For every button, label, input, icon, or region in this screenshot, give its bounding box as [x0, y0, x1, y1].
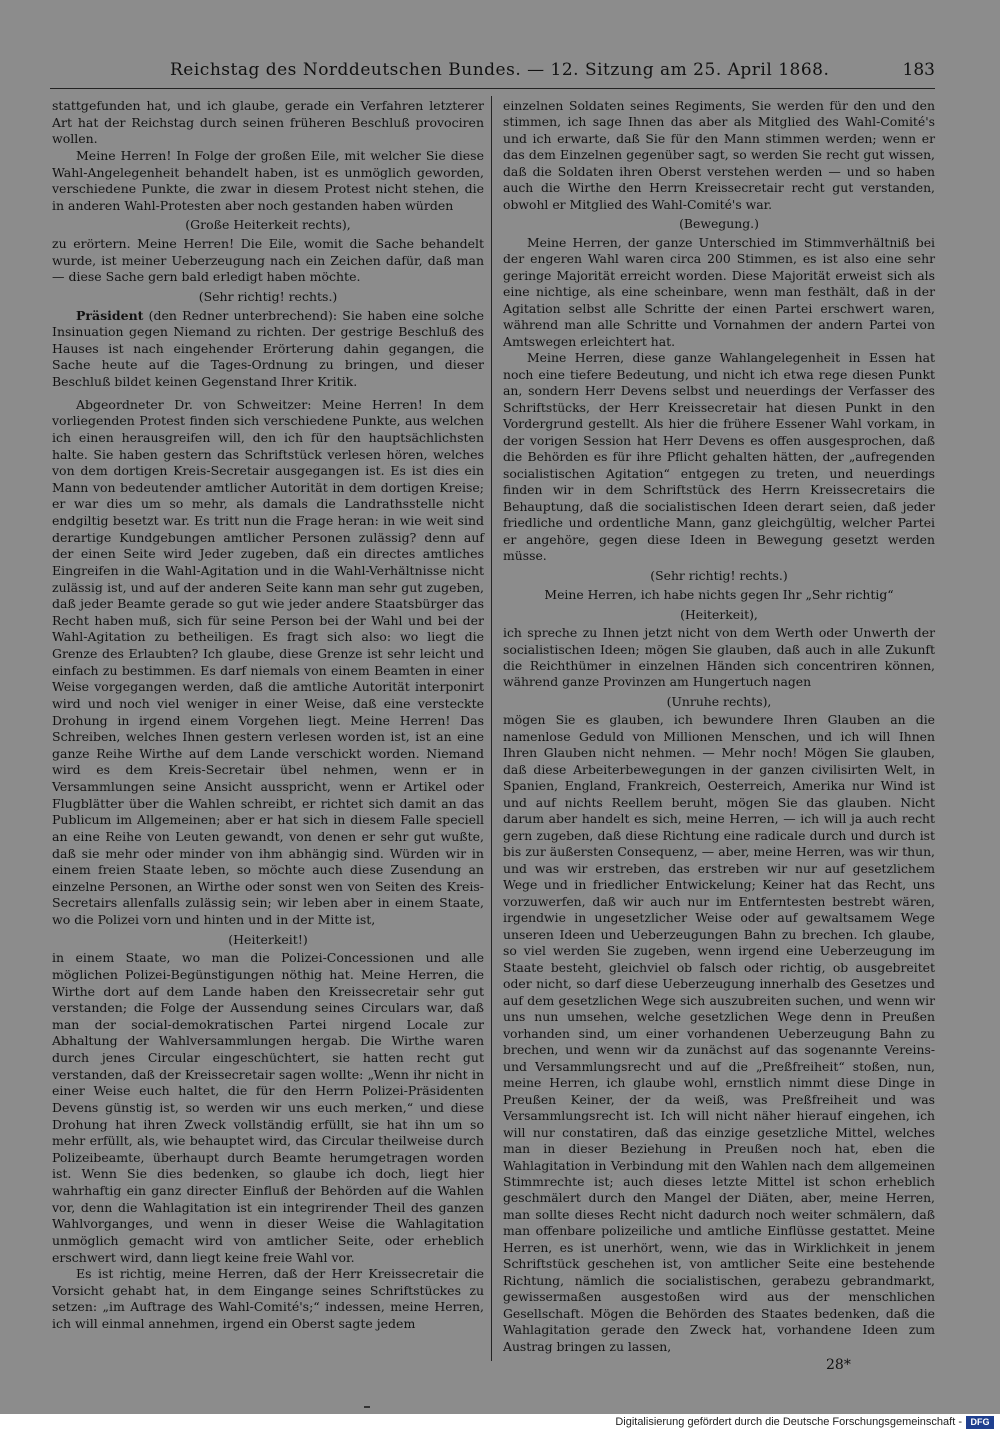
interjection	[503, 568, 935, 584]
speaker-name: Präsident	[76, 307, 144, 323]
running-title: Reichstag des Norddeutschen Bundes. — 12. Sitzung am 25. April 1868.	[170, 60, 830, 80]
paragraph	[52, 308, 484, 391]
paragraph	[503, 235, 935, 350]
interjection	[52, 932, 484, 949]
paragraph-text: (Heiterkeit!)	[228, 931, 308, 947]
footer-bar	[0, 1414, 1000, 1432]
paragraph-text: Meine Herren, der ganze Unterschied im Stimmverhältniß bei der engeren Wahl waren circa 200 Stimmen, es ist also eine sehr geringe Majorität erreicht worden. Diese Majorität erweist sich als eine nichtige, als eine scheinbare, wenn man festhält, daß in der Agitation selbst alle Schritte der einen Partei erschwert waren, während man alle Schritte und Vornahmen der andern Partei von Amtswegen erleichtert hat.	[503, 234, 935, 349]
paragraph-text: mögen Sie es glauben, ich bewundere Ihren Glauben an die namenlose Geduld von Millionen Menschen, und ich will Ihnen Ihren Glauben nicht nehmen. — Mehr noch! Mögen Sie glauben, daß diese Arbeiterbewegungen in der ganzen civilisirten Welt, in Spanien, England, Frankreich, Oesterreich, Amerika nur Wind ist und auf nichts Reellem beruht, mögen Sie das glauben. Nicht darum aber handelt es sich, meine Herren, — ich will ja auch recht gern zugeben, daß diese Richtung eine radicale durch und durch ist bis zur äußersten Consequenz, — aber, meine Herren, was wir thun, und was wir erstreben, das erstreben wir nur auf gesetzlichem Wege und in friedlicher Entwickelung; Keiner hat das Recht, uns vorzuwerfen, daß wir auch nur im Entferntesten bestrebt wären, irgendwie in ungesetzlicher Weise oder auf gewaltsamem Wege unseren Ideen und Ueberzeugungen Bahn zu brechen. Ich glaube, so viel werden Sie zugeben, wenn irgend eine Ueberzeugung im Staate besteht, gleichviel ob falsch oder richtig, ob ausgebreitet oder nicht, so darf diese Ueberzeugung innerhalb des Gesetzes und auf dem gesetzlichen Wege sich auszubreiten suchen, und wenn wir uns nun umsehen, welche gesetzlichen Wege denn in Preußen vorhanden sind, um einer vorhandenen Ueberzeugung Bahn zu brechen, und wenn wir da zunächst auf das sogenannte Vereins- und Versammlungsrecht und auf die „Preßfreiheit“ stoßen, nun, meine Herren, ich glaube wohl, ernstlich nimmt diese Dinge in Preußen Keiner, der da weiß, was Preßfreiheit und was Versammlungsrecht ist. Ich will nicht näher hierauf eingehen, ich will nur constatiren, daß das einzige gesetzliche Mittel, welches man in dieser Beziehung in Preußen noch hat, eben die Wahlagitation in Verbindung mit den Wahlen nach dem allgemeinen Stimmrechte ist; auch dieses letzte Mittel ist schon erheblich geschmälert durch den Mangel der Diäten, aber, meine Herren, man sollte dieses Recht nicht dadurch noch weiter schmälern, daß man offenbare polizeiliche und amtliche Einflüsse gestattet. Meine Herren, es ist unerhört, wenn, wie das in Wirklichkeit in jenem Schriftstück geschehen ist, von amtlicher Seite eine bestehende Richtung, nämlich die socialistischen, gerabezu gebrandmarkt, gewissermaßen ausgestoßen wird aus der menschlichen Gesellschaft. Mögen die Behörden des Staates bedenken, daß die Wahlagitation gerade den Zweck hat, vorhandene Ideen zum Austrag bringen zu lassen,	[503, 712, 935, 1354]
paragraph	[52, 950, 484, 1266]
paragraph-text: (Sehr richtig! rechts.)	[650, 567, 788, 583]
paragraph-text: (Sehr richtig! rechts.)	[198, 288, 338, 304]
paragraph-text: Meine Herren, ich habe nichts gegen Ihr „Sehr richtig“	[544, 587, 894, 603]
paragraph-text: zu erörtern. Meine Herren! Die Eile, womit die Sache behandelt wurde, ist meiner Ueberzeugung nach ein Zeichen dafür, daß man — diese Sache gern bald erledigt haben möchte.	[52, 236, 484, 285]
paragraph	[503, 350, 935, 564]
interjection	[503, 587, 935, 603]
paragraph	[52, 236, 484, 286]
left-column	[52, 98, 484, 1333]
paragraph	[503, 712, 935, 1355]
interjection	[503, 694, 935, 710]
paragraph	[52, 1266, 484, 1333]
paragraph	[52, 148, 484, 215]
funding-credit: Digitalisierung gefördert durch die Deutsche Forschungsgemeinschaft -	[615, 1416, 962, 1428]
interjection	[52, 217, 484, 234]
right-column	[503, 98, 935, 1355]
paragraph-text: stattgefunden hat, und ich glaube, gerade ein Verfahren letzterer Art hat der Reichstag durch seinen früheren Beschluß provociren wollen.	[52, 98, 484, 147]
interjection	[503, 607, 935, 623]
header-rule	[50, 88, 935, 89]
dfg-logo: DFG	[966, 1416, 994, 1429]
paragraph-text: Meine Herren, diese ganze Wahlangelegenheit in Essen hat noch eine tiefere Bedeutung, und nicht ich etwa rege diesen Punkt an, sondern Herr Devens selbst und neuerdings der Verfasser des Schriftstücks, der Herr Kreissecretair hat diesen Punkt in den Vordergrund gestellt. Als hier die frühere Essener Wahl vorkam, in der vorigen Session hat Herr Devens es offen ausgesprochen, daß die Behörden es für ihre Pflicht gehalten hätten, der „aufregenden socialistischen Agitation“ entgegen zu treten, und neuerdings finden wir in dem Schriftstück des Herrn Kreissecretairs die Behauptung, daß die socialistischen Ideen derart seien, daß jeder friedliche und ordentliche Mann, ganz gleichgültig, welcher Partei er angehöre, gegen diese Ideen in Bewegung gesetzt werden müsse.	[503, 350, 935, 564]
page-header	[50, 60, 935, 86]
paragraph-text: Abgeordneter Dr. von Schweitzer: Meine Herren! In dem vorliegenden Protest finden sich verschiedene Punkte, aus welchen ich einen herausgreifen will, den ich für den hauptsächlichsten halte. Sie haben gestern das Schriftstück verlesen hören, welches von dem dortigen Kreis-Secretair ausgegangen ist. Es ist dies ein Mann von bedeutender amtlicher Autorität in dem dortigen Kreise; er war dies um so mehr, als damals die Landrathsstelle nicht endgiltig besetzt war. Es tritt nun die Frage heran: in wie weit sind derartige Kundgebungen amtlicher Personen zulässig? denn auf der einen Seite wird Jeder zugeben, daß ein directes amtliches Eingreifen in die Wahl-Agitation und in die Wahl-Verhältnisse nicht zulässig ist, und auf der anderen Seite kann man sehr gut zugeben, daß jeder Beamte gerade so gut wie jeder andere Staatsbürger das Recht haben muß, sich für seine Person bei der Wahl und bei der Wahl-Agitation zu betheiligen. Es fragt sich also: wo liegt die Grenze des Erlaubten? Ich glaube, diese Grenze ist sehr leicht und einfach zu bestimmen. Es darf niemals von einem Beamten in einer Weise vorgegangen werden, daß die amtliche Autorität interponirt wird und noch viel weniger in einer Weise, daß eine versteckte Drohung in irgend einem Vorgehen liegt. Meine Herren! Das Schreiben, welches Ihnen gestern verlesen worden ist, ist an eine ganze Reihe Wirthe auf dem Lande verschickt worden. Niemand wird es dem Kreis-Secretair übel nehmen, wenn er in Versammlungen seine Ansicht ausspricht, wenn er Artikel oder Flugblätter über die Wahlen schreibt, er richtet sich damit an das Publicum im Allgemeinen; aber er hat sich in diesem Falle speciell an eine Reihe von Leuten gewandt, von denen er sehr gut wußte, daß sie mehr oder minder von ihm abhängig sind. Würden wir in einem freien Staate leben, so möchte auch diese Zusendung an einzelne Personen, an Wirthe oder sonst wen von Seiten des Kreis-Secretairs allenfalls zulässig sein; wir leben aber in einem Staate, wo die Polizei vorn und hinten und in der Mitte ist,	[52, 396, 484, 927]
column-divider	[491, 96, 492, 1361]
paragraph-text: (Bewegung.)	[679, 216, 759, 232]
paragraph-text: Es ist richtig, meine Herren, daß der Herr Kreissecretair die Vorsicht gehabt hat, in dem Eingange seines Schriftstückes zu setzen: „im Auftrage des Wahl-Comité's;“ indessen, meine Herren, ich will einmal annehmen, irgend ein Oberst sagte jedem	[52, 1266, 484, 1331]
signature-mark: 28*	[826, 1357, 851, 1373]
paragraph-text: (Unruhe rechts),	[666, 693, 772, 709]
printer-mark	[364, 1406, 370, 1408]
paragraph	[52, 397, 484, 929]
interjection	[52, 289, 484, 306]
paragraph-text: (Große Heiterkeit rechts),	[185, 217, 351, 233]
paragraph-text: Meine Herren! In Folge der großen Eile, mit welcher Sie diese Wahl-Angelegenheit behandelt haben, ist es unmöglich geworden, verschiedene Punkte, die zwar in diesem Protest nicht stehen, die in anderen Wahl-Protesten aber noch gestanden haben würden	[52, 147, 484, 213]
paragraph	[503, 98, 935, 213]
paragraph	[52, 98, 484, 148]
paragraph	[503, 625, 935, 691]
paragraph-text: in einem Staate, wo man die Polizei-Concessionen und alle möglichen Polizei-Begünstigungen nöthig hat. Meine Herren, die Wirthe dort auf dem Lande haben den Kreissecretair sehr gut verstanden; die Folge der Aussendung seines Circulars war, daß man der social-demokratischen Partei nirgend Locale zur Abhaltung der Wahlversammlungen hergab. Die Wirthe waren durch jenes Circular eingeschüchtert, sie hatten recht gut verstanden, daß der Kreissecretair sagen wollte: „Wenn ihr nicht in einer Weise euch haltet, die für den Herrn Polizei-Präsidenten Devens günstig ist, so werden wir uns euch merken,“ und diese Drohung hat ihren Zweck vollständig erfüllt, sie hat ihn um so mehr erfüllt, als, wie behauptet wird, das Circular theilweise durch Polizeibeamte, überhaupt durch Beamte herumgetragen worden ist. Wenn Sie dies bedenken, so glaube ich doch, liegt hier wahrhaftig ein ganz directer Einfluß der Behörden auf die Wahlen vor, denn die Wahlagitation ist ein integrirender Theil des ganzen Wahlvorganges, und wenn in dieser Weise die Wahlagitation unmöglich gemacht wird von amtlicher Seite, oder erheblich erschwert wird, dann liegt keine freie Wahl vor.	[52, 950, 484, 1265]
interjection	[503, 216, 935, 232]
paragraph-text: (den Redner unterbrechend): Sie haben eine solche Insinuation gegen Niemand zu richten. Der gestrige Beschluß des Hauses ist nach eingehender Erörterung dahin gegangen, die Sache heute auf die Tages-Ordnung zu bringen, und dieser Beschluß bildet keinen Gegenstand Ihrer Kritik.	[52, 307, 484, 389]
page-number: 183	[902, 60, 935, 80]
paragraph-text: ich spreche zu Ihnen jetzt nicht von dem Werth oder Unwerth der socialistischen Ideen; mögen Sie glauben, daß auch in alle Zukunft die Reichthümer in einzelnen Händen sich concentriren können, während ganze Provinzen am Hungertuch nagen	[503, 625, 935, 690]
paragraph-text: (Heiterkeit),	[680, 606, 758, 622]
paragraph-text: einzelnen Soldaten seines Regiments, Sie werden für den und den stimmen, ich sage Ihnen das aber als Mitglied des Wahl-Comité's und ich erwarte, daß Sie für den Mann stimmen werden; wenn er das dem Einzelnen gegenüber sagt, so werden Sie recht gut wissen, daß die Soldaten ihren Oberst verstehen werden — und so haben auch die Wirthe den Herrn Kreissecretair recht gut verstanden, obwohl er Mitglied des Wahl-Comité's war.	[503, 98, 935, 212]
